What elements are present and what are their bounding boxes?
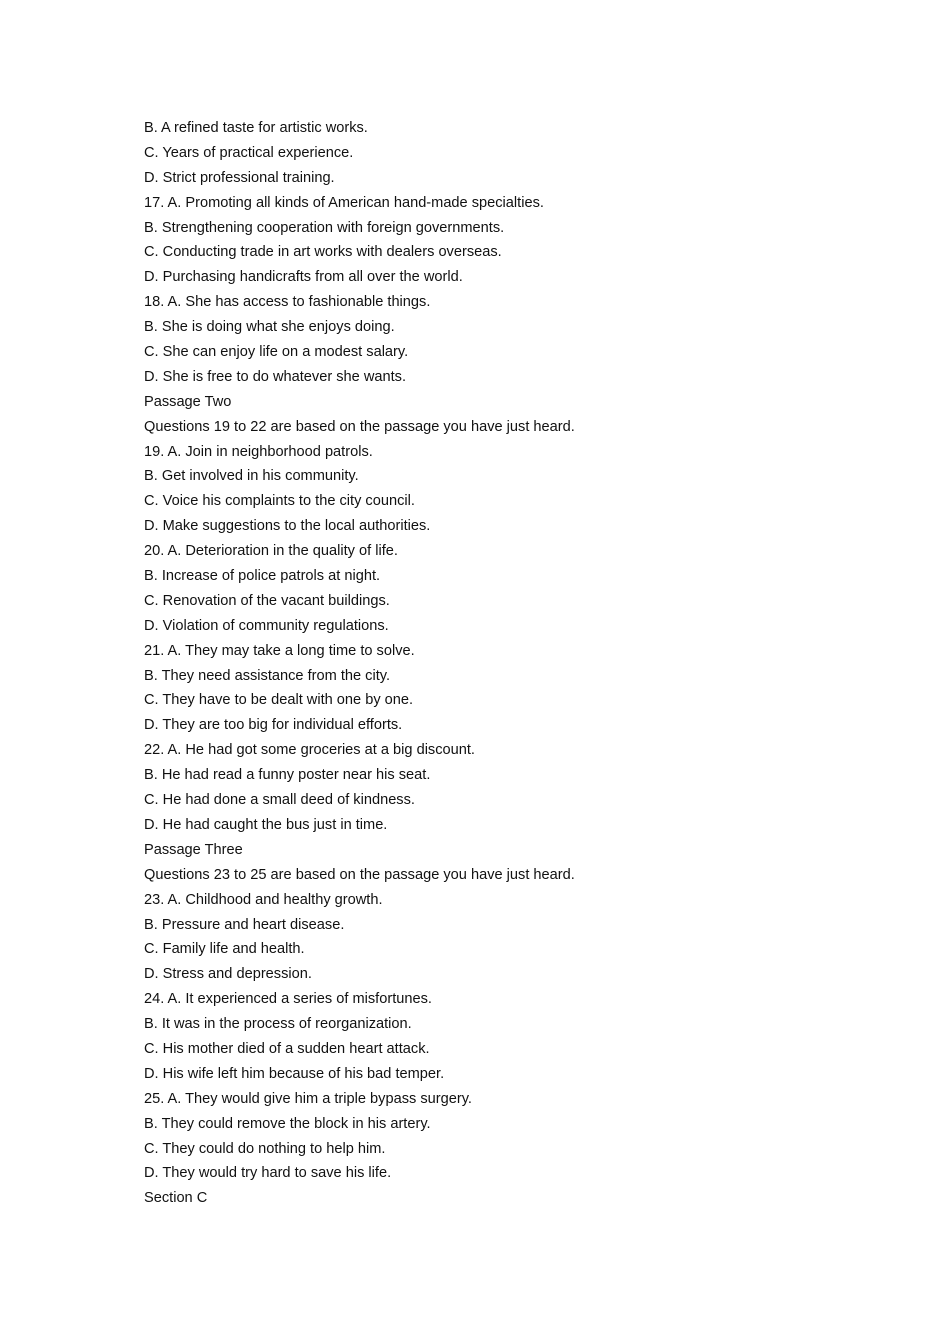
text-line: D. They are too big for individual efforts. (144, 717, 403, 734)
text-line: 24. A. It experienced a series of misfortunes. (144, 991, 432, 1008)
text-line: C. Conducting trade in art works with dealers overseas. (144, 244, 502, 261)
text-line: 18. A. She has access to fashionable things. (144, 294, 431, 311)
text-line: 20. A. Deterioration in the quality of life. (144, 543, 398, 560)
text-line: B. A refined taste for artistic works. (144, 120, 368, 136)
text-line: D. Violation of community regulations. (144, 617, 389, 634)
text-line: B. Strengthening cooperation with foreign governments. (144, 219, 505, 236)
text-line: D. Make suggestions to the local authorities. (144, 518, 431, 535)
text-line: D. Strict professional training. (144, 169, 335, 186)
text-line: B. Increase of police patrols at night. (144, 568, 381, 585)
text-line: Questions 23 to 25 are based on the passage you have just heard. (144, 866, 575, 883)
text-line: 23. A. Childhood and healthy growth. (144, 891, 383, 908)
text-line: B. He had read a funny poster near his seat. (144, 767, 431, 784)
text-line: B. She is doing what she enjoys doing. (144, 319, 395, 336)
text-line: C. He had done a small deed of kindness. (144, 792, 415, 809)
text-line: D. His wife left him because of his bad temper. (144, 1065, 445, 1082)
text-line: D. Stress and depression. (144, 966, 312, 983)
text-line: C. Voice his complaints to the city council. (144, 493, 415, 510)
text-line: C. His mother died of a sudden heart attack. (144, 1040, 430, 1057)
text-line: D. He had caught the bus just in time. (144, 816, 388, 833)
text-line: 17. A. Promoting all kinds of American hand-made specialties. (144, 194, 544, 211)
section-heading: Section C (144, 1190, 208, 1207)
text-line: D. She is free to do whatever she wants. (144, 368, 407, 385)
text-line: C. They have to be dealt with one by one. (144, 692, 414, 709)
text-line: D. Purchasing handicrafts from all over the world. (144, 269, 463, 286)
text-line: B. They could remove the block in his artery. (144, 1115, 431, 1132)
text-line: B. Get involved in his community. (144, 468, 359, 485)
text-line: B. They need assistance from the city. (144, 667, 391, 684)
text-line: C. Family life and health. (144, 941, 305, 958)
text-line: 25. A. They would give him a triple bypass surgery. (144, 1090, 472, 1107)
text-line: 22. A. He had got some groceries at a big discount. (144, 742, 475, 759)
text-line: C. They could do nothing to help him. (144, 1140, 386, 1157)
text-line: 19. A. Join in neighborhood patrols. (144, 443, 373, 460)
text-line: C. Renovation of the vacant buildings. (144, 592, 390, 609)
text-line: D. They would try hard to save his life. (144, 1165, 392, 1182)
text-line: C. She can enjoy life on a modest salary. (144, 344, 409, 361)
section-heading: Passage Two (144, 393, 232, 410)
document-page (144, 116, 904, 1211)
section-heading: Passage Three (144, 841, 243, 858)
text-line: 21. A. They may take a long time to solve. (144, 642, 415, 659)
text-line: B. It was in the process of reorganization. (144, 1016, 412, 1033)
text-line: B. Pressure and heart disease. (144, 916, 345, 933)
text-line: C. Years of practical experience. (144, 144, 354, 161)
text-line: Questions 19 to 22 are based on the passage you have just heard. (144, 418, 575, 435)
